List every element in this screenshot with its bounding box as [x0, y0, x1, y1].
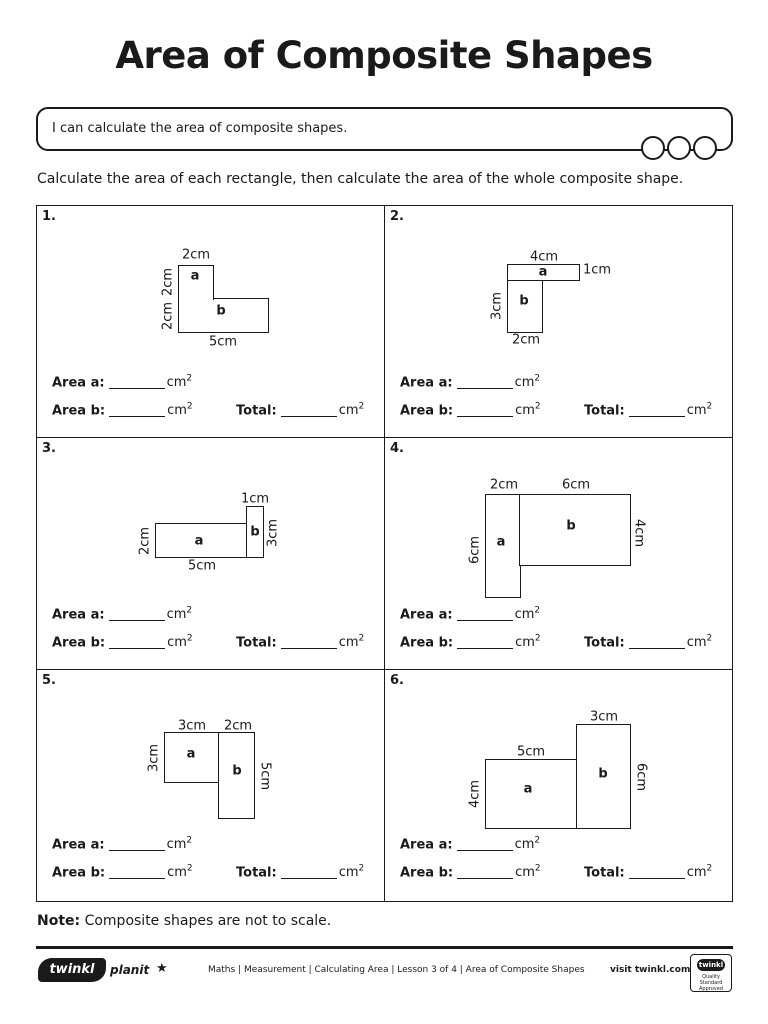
footer-divider: [36, 946, 733, 949]
answer-blank[interactable]: [281, 878, 337, 879]
question-grid: [36, 205, 733, 902]
answer-blank[interactable]: [457, 416, 513, 417]
dimension-label: 3cm: [146, 743, 162, 773]
rectangle-label: b: [519, 293, 529, 309]
question-4: [385, 438, 733, 670]
dimension-label: 2cm: [181, 247, 211, 263]
learning-objective-box: [36, 107, 733, 151]
dimension-label: 6cm: [561, 477, 591, 493]
star-icon: ★: [156, 961, 168, 976]
badge-text: Quality Standard Approved: [699, 974, 723, 992]
answer-area-a: Area a: $cm^2$: [52, 836, 193, 853]
answer-blank[interactable]: [281, 416, 337, 417]
dimension-label: 4cm: [529, 249, 559, 265]
dimension-label: 2cm: [160, 267, 176, 297]
learning-objective: I can calculate the area of composite shapes.: [52, 121, 348, 136]
note-text: Composite shapes are not to scale.: [80, 913, 332, 929]
answer-blank[interactable]: [281, 648, 337, 649]
rectangle-label: a: [523, 781, 533, 797]
question-2: [385, 206, 733, 438]
answer-blank[interactable]: [629, 878, 685, 879]
answer-area-b: Area b: $cm^2$: [52, 634, 193, 651]
rectangle-label: a: [186, 746, 196, 762]
answer-area-a: Area a: $cm^2$: [52, 374, 193, 391]
answer-total: Total: $cm^2$: [236, 864, 365, 881]
dimension-label: 2cm: [511, 332, 541, 348]
answer-area-a: Area a: $cm^2$: [400, 374, 541, 391]
dimension-label: 4cm: [631, 518, 647, 548]
answer-blank[interactable]: [457, 620, 513, 621]
answer-area-b: Area b: $cm^2$: [400, 864, 541, 881]
answer-area-b: Area b: $cm^2$: [52, 402, 193, 419]
answer-blank[interactable]: [457, 388, 513, 389]
dimension-label: 2cm: [489, 477, 519, 493]
dimension-label: 5cm: [257, 761, 273, 791]
answer-blank[interactable]: [109, 648, 165, 649]
question-number: 5.: [42, 673, 56, 688]
quality-badge-icon: [690, 954, 732, 992]
rectangle-label: a: [538, 264, 548, 280]
question-5: [37, 670, 385, 902]
question-number: 6.: [390, 673, 404, 688]
answer-blank[interactable]: [109, 620, 165, 621]
answer-total: Total: $cm^2$: [236, 634, 365, 651]
answer-total: Total: $cm^2$: [236, 402, 365, 419]
dimension-label: 3cm: [177, 718, 207, 734]
dimension-label: 5cm: [208, 334, 238, 350]
answer-area-b: Area b: $cm^2$: [52, 864, 193, 881]
instruction-text: Calculate the area of each rectangle, then calculate the area of the whole composite shape.: [37, 171, 684, 187]
assessment-circle[interactable]: [667, 136, 691, 160]
note: [37, 913, 331, 929]
answer-blank[interactable]: [109, 850, 165, 851]
assessment-circle[interactable]: [641, 136, 665, 160]
answer-area-b: Area b: $cm^2$: [400, 634, 541, 651]
dimension-label: 2cm: [223, 718, 253, 734]
rectangle-label: b: [216, 303, 226, 319]
rectangle-label: b: [250, 524, 260, 540]
answer-blank[interactable]: [109, 388, 165, 389]
question-number: 3.: [42, 441, 56, 456]
answer-area-a: Area a: $cm^2$: [400, 606, 541, 623]
rectangle-label: a: [190, 268, 200, 284]
twinkl-logo[interactable]: twinkl: [38, 958, 106, 982]
page-title: Area of Composite Shapes: [115, 34, 653, 77]
dimension-label: 2cm: [160, 301, 176, 331]
question-number: 2.: [390, 209, 404, 224]
rectangle-label: b: [598, 766, 608, 782]
rectangle-label: a: [496, 534, 506, 550]
visit-link[interactable]: visit twinkl.com: [610, 965, 691, 975]
answer-area-a: Area a: $cm^2$: [400, 836, 541, 853]
question-6: [385, 670, 733, 902]
dimension-label: 5cm: [187, 558, 217, 574]
dimension-label: 3cm: [489, 291, 505, 321]
question-1: [37, 206, 385, 438]
assessment-circle[interactable]: [693, 136, 717, 160]
answer-blank[interactable]: [109, 416, 165, 417]
answer-blank[interactable]: [629, 648, 685, 649]
dimension-label: 3cm: [589, 709, 619, 725]
dimension-label: 5cm: [516, 744, 546, 760]
dimension-label: 6cm: [467, 535, 483, 565]
dimension-label: 3cm: [265, 518, 281, 548]
answer-total: Total: $cm^2$: [584, 634, 713, 651]
self-assessment-circles: [641, 136, 717, 160]
question-number: 1.: [42, 209, 56, 224]
answer-total: Total: $cm^2$: [584, 402, 713, 419]
dimension-label: 1cm: [582, 262, 612, 278]
answer-blank[interactable]: [457, 648, 513, 649]
note-label: Note:: [37, 913, 81, 929]
answer-blank[interactable]: [457, 878, 513, 879]
question-number: 4.: [390, 441, 404, 456]
question-3: [37, 438, 385, 670]
answer-total: Total: $cm^2$: [584, 864, 713, 881]
answer-area-a: Area a: $cm^2$: [52, 606, 193, 623]
answer-area-b: Area b: $cm^2$: [400, 402, 541, 419]
answer-blank[interactable]: [457, 850, 513, 851]
answer-blank[interactable]: [629, 416, 685, 417]
dimension-label: 1cm: [240, 491, 270, 507]
rectangle-label: b: [232, 763, 242, 779]
badge-logo: twinkl: [698, 961, 724, 969]
dimension-label: 2cm: [137, 526, 153, 556]
rectangle-label: a: [194, 533, 204, 549]
planit-logo: planit: [110, 963, 150, 977]
dimension-label: 4cm: [467, 779, 483, 809]
dimension-label: 6cm: [633, 762, 649, 792]
answer-blank[interactable]: [109, 878, 165, 879]
footer-breadcrumb: Maths | Measurement | Calculating Area | Lesson 3 of 4 | Area of Composite Shapes: [208, 965, 585, 975]
rectangle-label: b: [566, 518, 576, 534]
